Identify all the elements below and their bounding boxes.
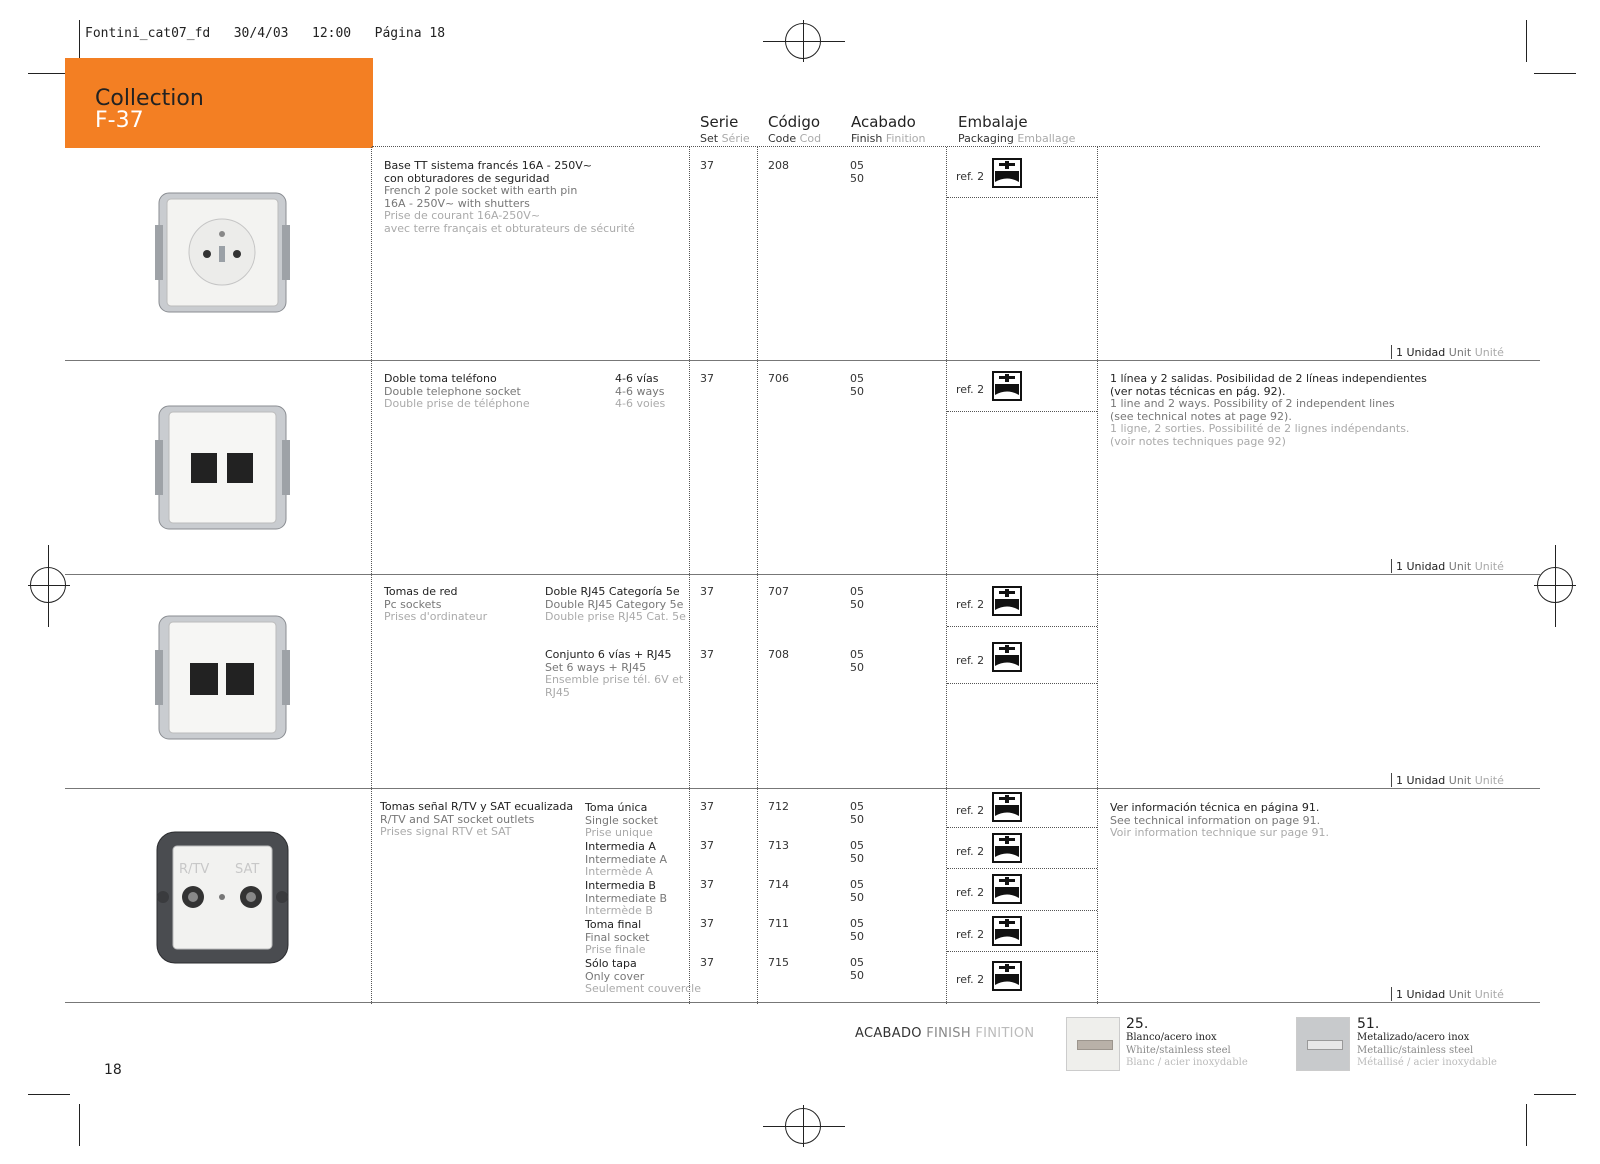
crop-mark (79, 1104, 80, 1146)
row4-codigo: 715 (768, 956, 789, 969)
column-divider (757, 147, 758, 1004)
row1-ref: ref. 2 (956, 170, 985, 183)
pkg-divider (947, 626, 1097, 627)
slug-time: 12:00 (312, 26, 352, 41)
row3-codigo: 708 (768, 648, 789, 661)
row4-serie: 37 (700, 800, 714, 813)
row3-variant-1: Doble RJ45 Categoría 5e Double RJ45 Category 5e Double prise RJ45 Cat. 5e (545, 585, 686, 623)
row-divider (65, 1002, 1540, 1003)
row4-note: Ver información técnica en página 91. See technical information on page 91. Voir information technique sur page 91. (1110, 801, 1329, 839)
row2-note: 1 línea y 2 salidas. Posibilidad de 2 líneas independientes (ver notas técnicas en pág. 92). 1 line and 2 ways. Possibility of 2 independent lines (see technical notes at page 92). 1 ligne, 2 sorties. Possibilité de 2 lignes indépendants. (voir notes techniques page 92) (1110, 372, 1427, 448)
row4-serie: 37 (700, 956, 714, 969)
finish-legend-title: ACABADO FINISH FINITION (855, 1026, 1035, 1041)
slug-date: 30/4/03 (233, 26, 289, 41)
rtv-sat-socket-image (155, 830, 290, 965)
row4-variant-1: Toma única Single socket Prise unique (585, 801, 658, 839)
row2-variant: 4-6 vías 4-6 ways 4-6 voies (615, 372, 666, 410)
crop-mark (1526, 20, 1527, 62)
row4-serie: 37 (700, 917, 714, 930)
row3-description: Tomas de red Pc sockets Prises d'ordinateur (384, 585, 488, 623)
row1-unit: 1 Unidad Unit Unité (1396, 346, 1504, 359)
row4-serie: 37 (700, 839, 714, 852)
packaging-icon (992, 642, 1022, 672)
packaging-icon (992, 874, 1022, 904)
pkg-divider (947, 827, 1097, 828)
row1-serie: 37 (700, 159, 714, 172)
collection-model: F-37 (95, 108, 144, 133)
row4-unit: 1 Unidad Unit Unité (1396, 988, 1504, 1001)
row4-acabado: 05 50 (850, 800, 864, 826)
packaging-icon (992, 158, 1022, 188)
packaging-icon (992, 961, 1022, 991)
row2-acabado: 05 50 (850, 372, 864, 398)
row3-unit: 1 Unidad Unit Unité (1396, 774, 1504, 787)
row3-ref: ref. 2 (956, 654, 985, 667)
rj45-socket-image (155, 610, 290, 745)
finish-swatch-metallic (1296, 1017, 1350, 1071)
header-embalaje: Embalaje Packaging Emballage (958, 113, 1076, 145)
slug-page: Página 18 (374, 26, 446, 41)
row3-serie: 37 (700, 585, 714, 598)
crop-mark (1534, 1094, 1576, 1095)
row-divider (65, 788, 1540, 789)
telephone-socket-image (155, 400, 290, 535)
row4-ref: ref. 2 (956, 886, 985, 899)
row4-codigo: 712 (768, 800, 789, 813)
row4-variant-5: Sólo tapa Only cover Seulement couvercle (585, 957, 701, 995)
packaging-icon (992, 792, 1022, 822)
row3-variant-2: Conjunto 6 vías + RJ45 Set 6 ways + RJ45 Ensemble prise tél. 6V et RJ45 (545, 648, 684, 699)
row4-acabado: 05 50 (850, 839, 864, 865)
rtv-label: R/TV (179, 862, 210, 877)
pkg-divider (947, 910, 1097, 911)
finish-item-51: 51. Metalizado/acero inox Metallic/stainless steel Métallisé / acier inoxydable (1357, 1016, 1497, 1068)
row2-serie: 37 (700, 372, 714, 385)
row4-codigo: 711 (768, 917, 789, 930)
column-divider (371, 147, 372, 1004)
pkg-divider (947, 683, 1097, 684)
row4-codigo: 713 (768, 839, 789, 852)
row3-serie: 37 (700, 648, 714, 661)
slug-line (85, 26, 445, 41)
row4-ref: ref. 2 (956, 973, 985, 986)
row4-variant-2: Intermedia A Intermediate A Intermède A (585, 840, 667, 878)
row4-variant-4: Toma final Final socket Prise finale (585, 918, 650, 956)
crop-mark (1534, 73, 1576, 74)
row4-serie: 37 (700, 878, 714, 891)
column-divider (1097, 147, 1098, 1004)
row2-description: Doble toma teléfono Double telephone socket Double prise de téléphone (384, 372, 530, 410)
row2-unit: 1 Unidad Unit Unité (1396, 560, 1504, 573)
crop-mark (28, 73, 70, 74)
french-socket-image (155, 185, 290, 320)
collection-title: Collection (95, 86, 204, 111)
row4-description: Tomas señal R/TV y SAT ecualizada R/TV and SAT socket outlets Prises signal RTV et SAT (380, 800, 574, 838)
row4-acabado: 05 50 (850, 878, 864, 904)
collection-banner (65, 58, 373, 148)
slug-file: Fontini_cat07_fd (85, 26, 211, 41)
page-number: 18 (104, 1062, 122, 1078)
pkg-divider (947, 197, 1097, 198)
crop-mark (79, 20, 80, 62)
crop-mark (28, 1094, 70, 1095)
row2-codigo: 706 (768, 372, 789, 385)
pkg-divider (947, 868, 1097, 869)
row4-acabado: 05 50 (850, 956, 864, 982)
row4-variant-3: Intermedia B Intermediate B Intermède B (585, 879, 668, 917)
finish-item-25: 25. Blanco/acero inox White/stainless steel Blanc / acier inoxydable (1126, 1016, 1248, 1068)
pkg-divider (947, 951, 1097, 952)
row2-ref: ref. 2 (956, 383, 985, 396)
packaging-icon (992, 586, 1022, 616)
row4-acabado: 05 50 (850, 917, 864, 943)
row1-acabado: 05 50 (850, 159, 864, 185)
row3-acabado: 05 50 (850, 648, 864, 674)
row1-codigo: 208 (768, 159, 789, 172)
row3-codigo: 707 (768, 585, 789, 598)
header-serie: Serie Set Série (700, 113, 750, 145)
row4-ref: ref. 2 (956, 928, 985, 941)
packaging-icon (992, 833, 1022, 863)
crop-mark (1526, 1104, 1527, 1146)
row4-ref: ref. 2 (956, 804, 985, 817)
row3-ref: ref. 2 (956, 598, 985, 611)
sat-label: SAT (235, 862, 260, 877)
pkg-divider (947, 411, 1097, 412)
packaging-icon (992, 371, 1022, 401)
row3-acabado: 05 50 (850, 585, 864, 611)
row-divider (65, 360, 1540, 361)
row4-ref: ref. 2 (956, 845, 985, 858)
header-divider (372, 146, 1540, 147)
column-divider (689, 147, 690, 1004)
row4-codigo: 714 (768, 878, 789, 891)
finish-swatch-white (1066, 1017, 1120, 1071)
row1-description: Base TT sistema francés 16A - 250V~ con obturadores de seguridad French 2 pole socket with earth pin 16A - 250V~ with shutters Prise de courant 16A-250V~ avec terre français et obturateurs de sécurité (384, 159, 635, 235)
column-divider (946, 147, 947, 1004)
packaging-icon (992, 916, 1022, 946)
header-acabado: Acabado Finish Finition (851, 113, 926, 145)
header-codigo: Código Code Cod (768, 113, 822, 145)
row-divider (65, 574, 1540, 575)
